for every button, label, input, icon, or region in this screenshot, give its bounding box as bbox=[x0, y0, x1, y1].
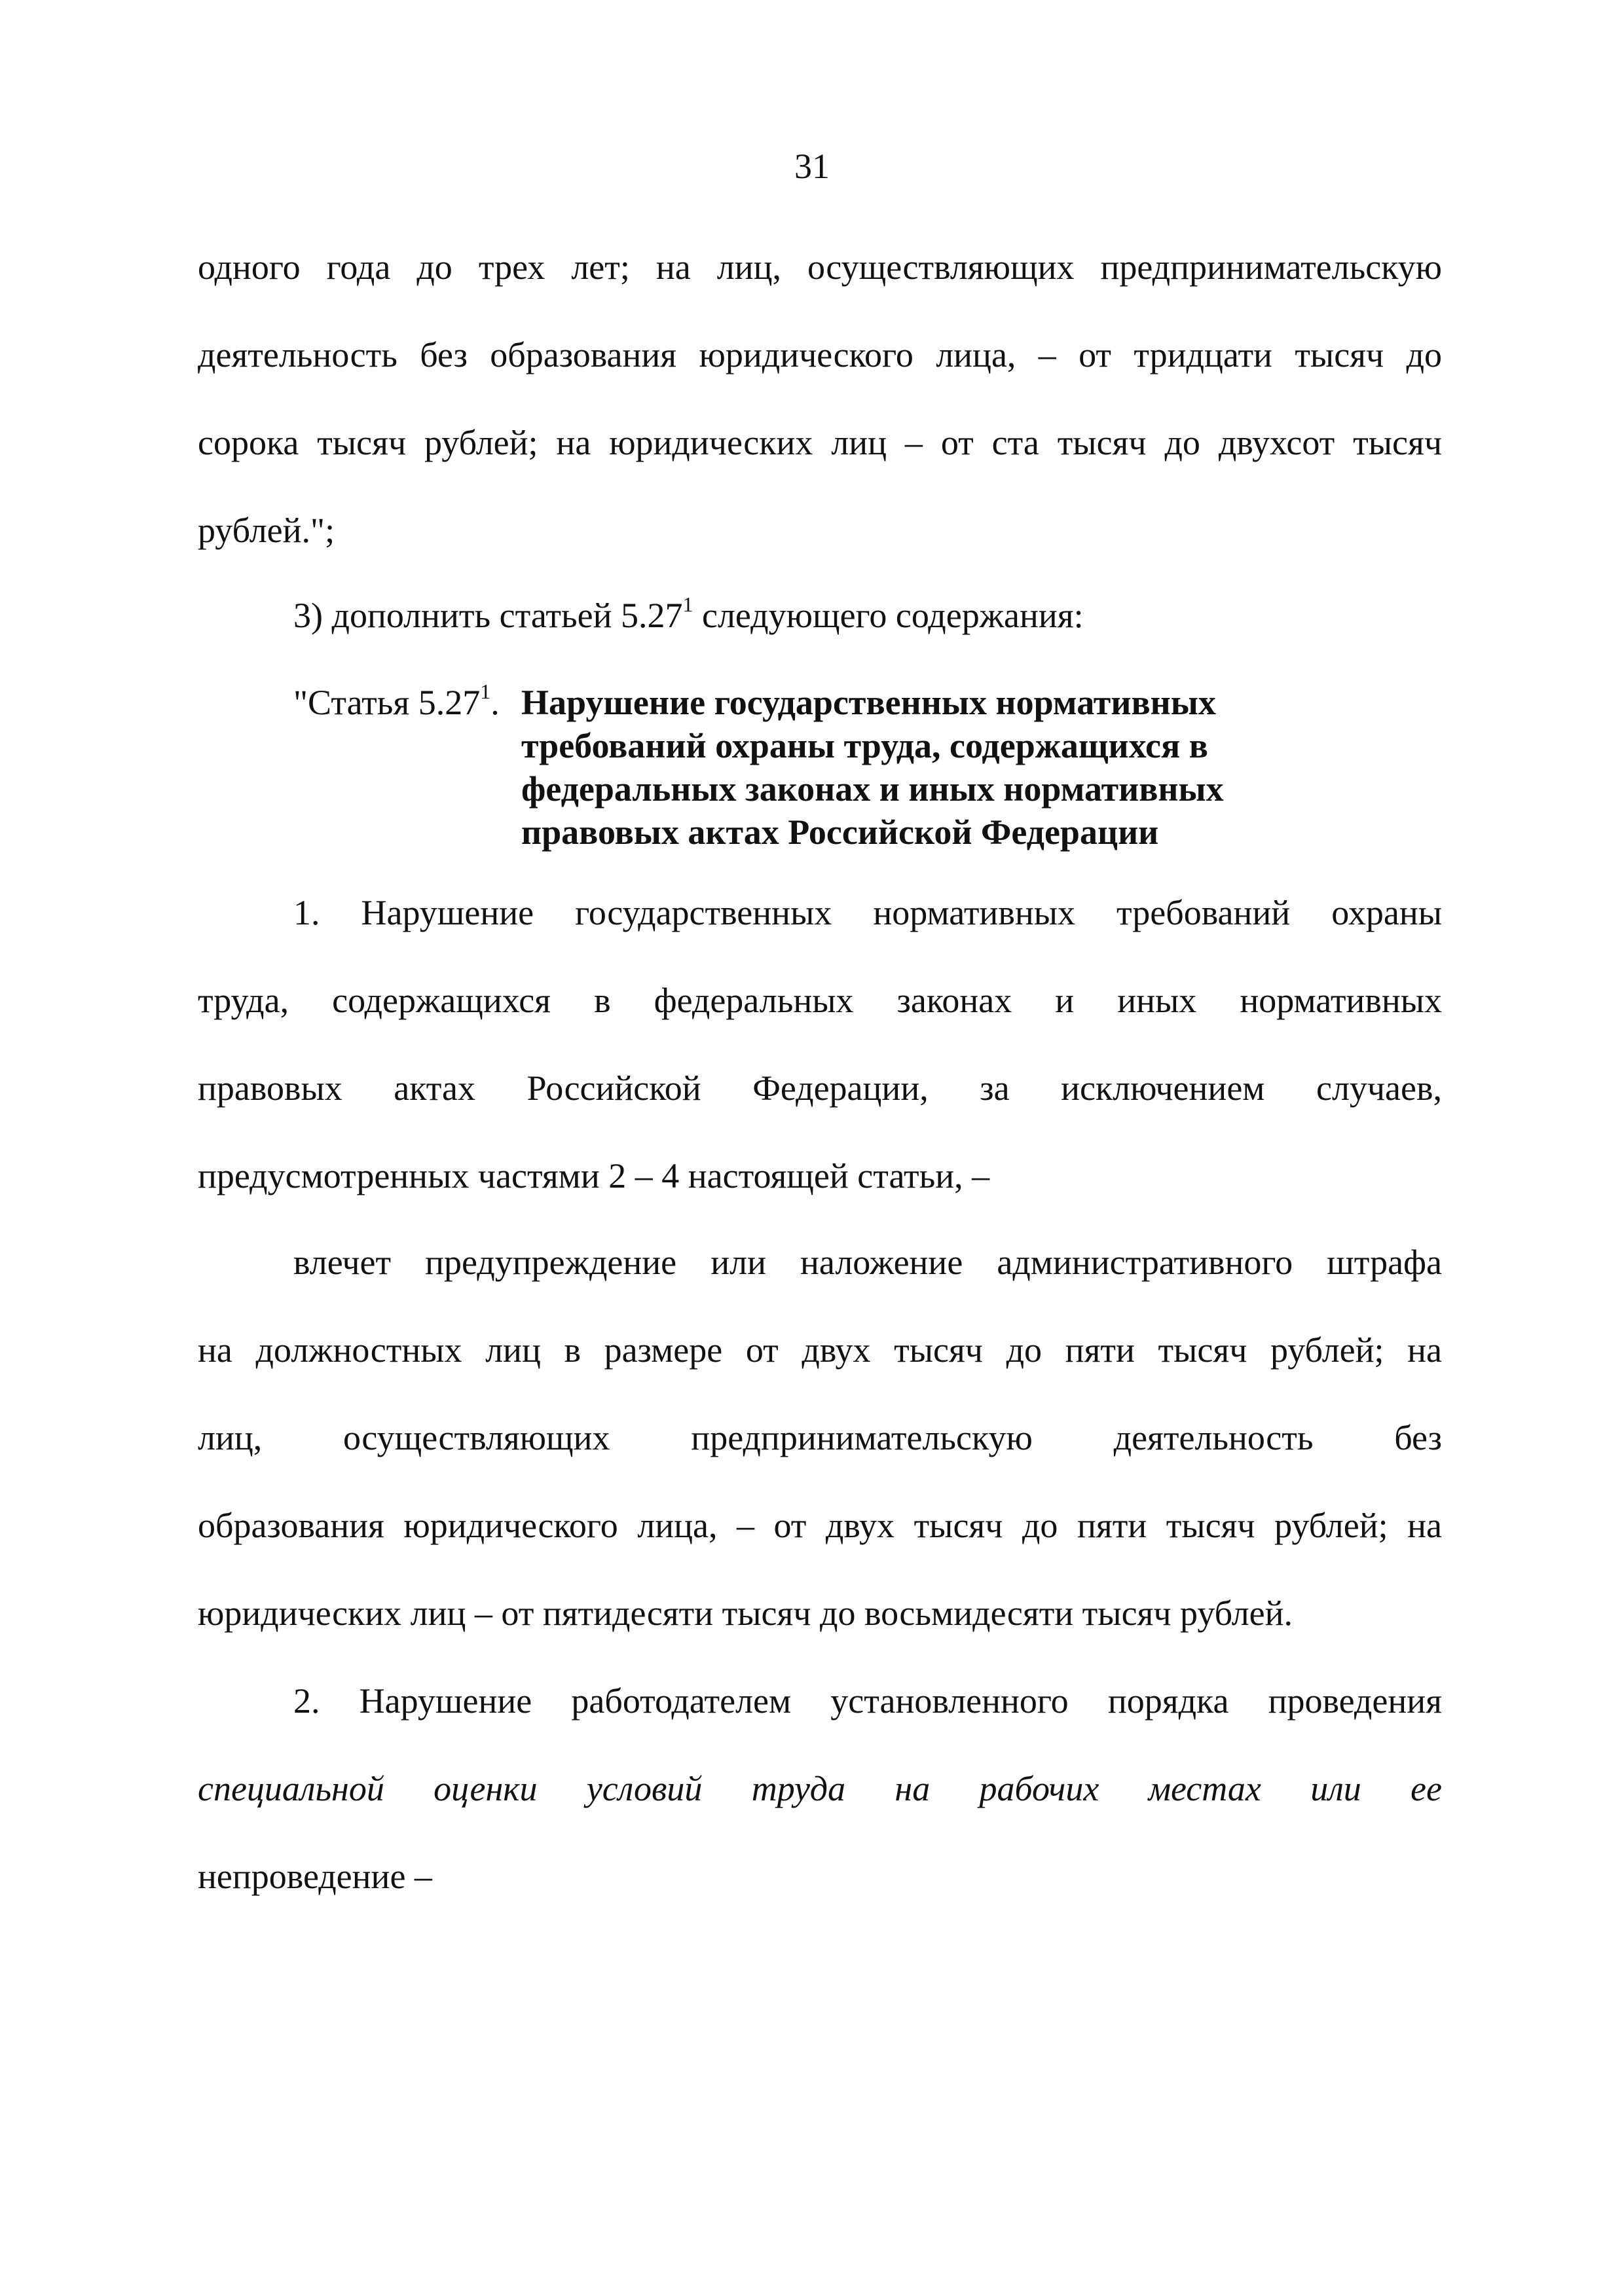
paragraph-line: сорока тысяч рублей; на юридических лиц – от ста тысяч до двухсот тысяч bbox=[198, 423, 1442, 462]
amendment-text-tail: следующего содержания: bbox=[693, 596, 1084, 635]
paragraph-line: 2. Нарушение работодателем установленного порядка проведения bbox=[293, 1681, 1442, 1721]
article-title-line: Нарушение государственных нормативных bbox=[521, 683, 1216, 722]
article-title-line: правовых актах Российской Федерации bbox=[521, 812, 1159, 852]
amendment-instruction bbox=[293, 594, 1442, 636]
article-label-suffix: . bbox=[490, 683, 500, 722]
article-title bbox=[521, 681, 1340, 854]
paragraph-line: специальной оценки условий труда на рабочих местах или ее bbox=[198, 1769, 1442, 1808]
superscript: 1 bbox=[682, 592, 693, 616]
article-label-prefix: "Статья 5.27 bbox=[293, 683, 481, 722]
paragraph-line: труда, содержащихся в федеральных законах и иных нормативных bbox=[198, 981, 1442, 1020]
paragraph-line: лиц, осуществляющих предпринимательскую деятельность без bbox=[198, 1418, 1442, 1457]
article-title-line: требований охраны труда, содержащихся в bbox=[521, 726, 1208, 765]
paragraph-line: на должностных лиц в размере от двух тысяч до пяти тысяч рублей; на bbox=[198, 1330, 1442, 1370]
paragraph-line: одного года до трех лет; на лиц, осуществляющих предпринимательскую bbox=[198, 247, 1442, 287]
page-number: 31 bbox=[794, 147, 830, 186]
amendment-text: 3) дополнить статьей 5.27 bbox=[293, 596, 683, 635]
paragraph-line: 1. Нарушение государственных нормативных требований охраны bbox=[293, 893, 1442, 932]
article-title-line: федеральных законах и иных нормативных bbox=[521, 769, 1224, 809]
paragraph-line: правовых актах Российской Федерации, за исключением случаев, bbox=[198, 1068, 1442, 1108]
article-superscript: 1 bbox=[480, 680, 491, 703]
paragraph-line: рублей."; bbox=[198, 511, 335, 550]
article-label bbox=[293, 681, 500, 724]
paragraph-line: юридических лиц – от пятидесяти тысяч до восьмидесяти тысяч рублей. bbox=[198, 1594, 1293, 1633]
paragraph-line: непроведение – bbox=[198, 1857, 432, 1896]
paragraph-line: влечет предупреждение или наложение административного штрафа bbox=[293, 1243, 1442, 1282]
paragraph-line: предусмотренных частями 2 – 4 настоящей статьи, – bbox=[198, 1156, 990, 1195]
paragraph-line: образования юридического лица, – от двух тысяч до пяти тысяч рублей; на bbox=[198, 1506, 1442, 1545]
paragraph-line: деятельность без образования юридического лица, – от тридцати тысяч до bbox=[198, 335, 1442, 374]
